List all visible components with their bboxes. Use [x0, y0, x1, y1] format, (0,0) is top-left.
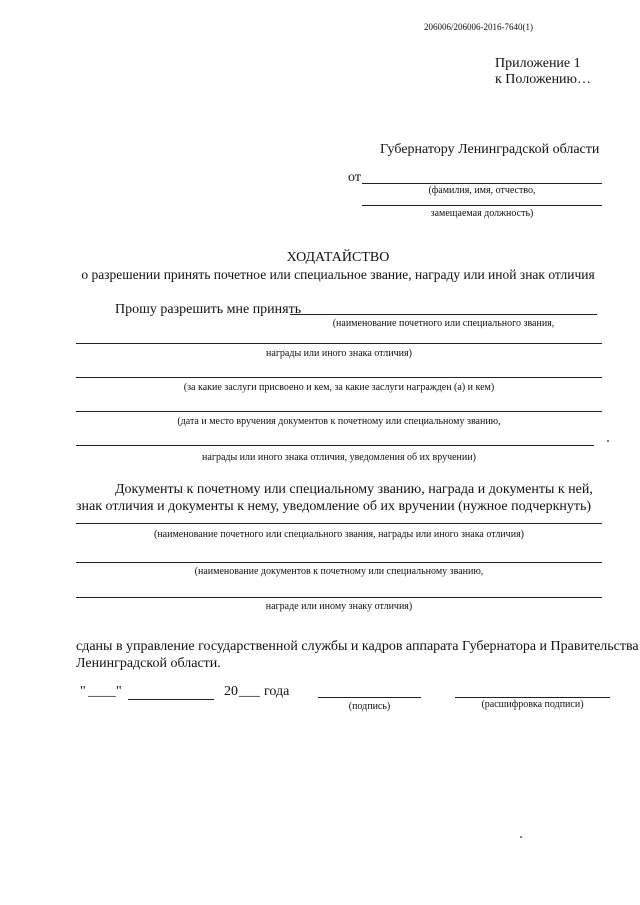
addressee: Губернатору Ленинградской области — [380, 142, 600, 157]
caption-title-award: (наименование почетного или специального звания, награды или иного знака отличия) — [154, 529, 524, 540]
from-caption-1: (фамилия, имя, отчество, — [428, 185, 536, 196]
caption-date-place: (дата и место вручения документов к почетному или специальному званию, — [177, 416, 501, 427]
from-name-line[interactable] — [362, 183, 602, 184]
from-caption-2: замещаемая должность) — [430, 208, 534, 219]
line-6[interactable] — [76, 523, 602, 524]
from-label: от — [348, 170, 361, 185]
handed-paragraph-line-1: сданы в управление государственной службы и кадров аппарата Губернатора и Правительства — [76, 639, 639, 654]
line-7[interactable] — [76, 562, 602, 563]
date-day-blank[interactable]: ____ — [88, 684, 116, 699]
decode-caption: (расшифровка подписи) — [481, 699, 584, 710]
caption-documents: (наименование документов к почетному или специальному званию, — [194, 566, 484, 577]
date-quote-close: " — [116, 684, 122, 699]
date-year-prefix: 20 — [224, 684, 238, 699]
date-quote-open: " — [80, 684, 86, 699]
scan-dot-bottom — [520, 836, 522, 838]
decode-line[interactable] — [455, 697, 610, 698]
caption-award-sign: награды или иного знака отличия) — [266, 348, 412, 359]
caption-award-documents: награде или иному знаку отличия) — [265, 601, 413, 612]
date-year-blank[interactable]: ___ — [239, 684, 260, 699]
scan-dot — [607, 440, 609, 442]
handed-paragraph-line-2: Ленинградской области. — [76, 656, 221, 671]
appendix-line-1: Приложение 1 — [495, 56, 581, 71]
award-name-line[interactable] — [290, 314, 597, 315]
caption-award-name: (наименование почетного или специального звания, — [332, 318, 555, 329]
signature-line[interactable] — [318, 697, 421, 698]
appendix-line-2: к Положению… — [495, 72, 592, 87]
document-subtitle: о разрешении принять почетное или специальное звание, награду или иной знак отличия — [81, 267, 595, 282]
request-text: Прошу разрешить мне принять — [115, 302, 302, 317]
caption-merits: (за какие заслуги присвоено и кем, за какие заслуги награжден (а) и кем) — [183, 382, 495, 393]
line-5[interactable] — [76, 445, 594, 446]
line-3[interactable] — [76, 377, 602, 378]
line-2[interactable] — [76, 343, 602, 344]
document-id: 206006/206006-2016-7640(1) — [424, 22, 533, 32]
signature-caption: (подпись) — [348, 701, 391, 712]
docs-paragraph-line-2: знак отличия и документы к нему, уведомление об их вручении (нужное подчеркнуть) — [76, 499, 592, 514]
docs-paragraph-line-1: Документы к почетному или специальному званию, награда и документы к ней, — [115, 482, 593, 497]
line-4[interactable] — [76, 411, 602, 412]
date-month-line[interactable] — [128, 699, 214, 700]
caption-notification: награды или иного знака отличия, уведомления об их вручении) — [202, 452, 476, 463]
line-8[interactable] — [76, 597, 602, 598]
date-year-suffix: года — [264, 684, 290, 699]
document-title: ХОДАТАЙСТВО — [286, 250, 390, 265]
from-position-line[interactable] — [362, 205, 602, 206]
